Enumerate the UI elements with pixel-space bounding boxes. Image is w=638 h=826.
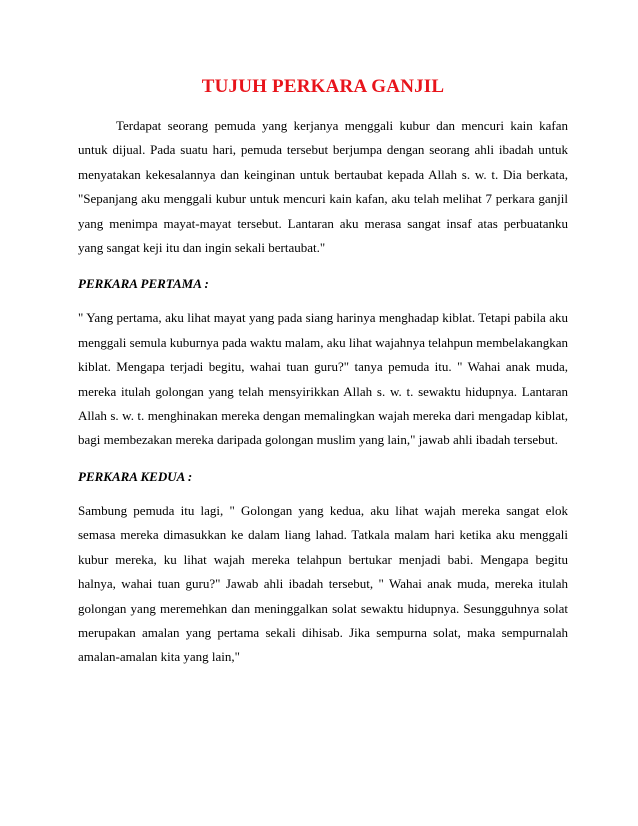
page-title: TUJUH PERKARA GANJIL	[201, 76, 445, 97]
section-heading-perkara-kedua: PERKARA KEDUA :	[78, 468, 193, 484]
section-body-perkara-pertama: " Yang pertama, aku lihat mayat yang pada siang harinya menghadap kiblat. Tetapi pabila aku menggali semula kuburnya pada waktu malam, aku lihat wajahnya telahpun membelakangkan kiblat. Mengapa terjadi begitu, wahai tuan guru?" tanya pemuda itu. " Wahai anak muda, mereka itulah golongan yang telah mensyirikkan Allah s. w. t. sewaktu hidupnya. Lantaran Allah s. w. t. menghinakan mereka dengan memalingkan wajah mereka dari mengadap kiblat, bagi membezakan mereka daripada golongan muslim yang lain," jawab ahli ibadah tersebut.	[78, 310, 568, 448]
section-heading-perkara-pertama: PERKARA PERTAMA :	[78, 276, 209, 292]
section-body-perkara-kedua: Sambung pemuda itu lagi, " Golongan yang kedua, aku lihat wajah mereka sangat elok semasa mereka dimasukkan ke dalam liang lahad. Tatkala malam hari ketika aku menggali kubur mereka, ku lihat wajah mereka telahpun bertukar menjadi babi. Mengapa begitu halnya, wahai tuan guru?" Jawab ahli ibadah tersebut, " Wahai anak muda, mereka itulah golongan yang meremehkan dan meninggalkan solat sewaktu hidupnya. Sesungguhnya solat merupakan amalan yang pertama sekali dihisab. Jika sempurna solat, maka sempurnalah amalan-amalan kita yang lain,"	[78, 502, 568, 665]
intro-paragraph: Terdapat seorang pemuda yang kerjanya menggali kubur dan mencuri kain kafan untuk dijual. Pada suatu hari, pemuda tersebut berjumpa dengan seorang ahli ibadah untuk menyatakan kekesalannya dan keinginan untuk bertaubat kepada Allah s. w. t. Dia berkata, "Sepanjang aku menggali kubur untuk mencuri kain kafan, aku telah melihat 7 perkara ganjil yang menimpa mayat-mayat tersebut. Lantaran aku merasa sangat insaf atas perbuatanku yang sangat keji itu dan ingin sekali bertaubat."	[78, 118, 568, 256]
